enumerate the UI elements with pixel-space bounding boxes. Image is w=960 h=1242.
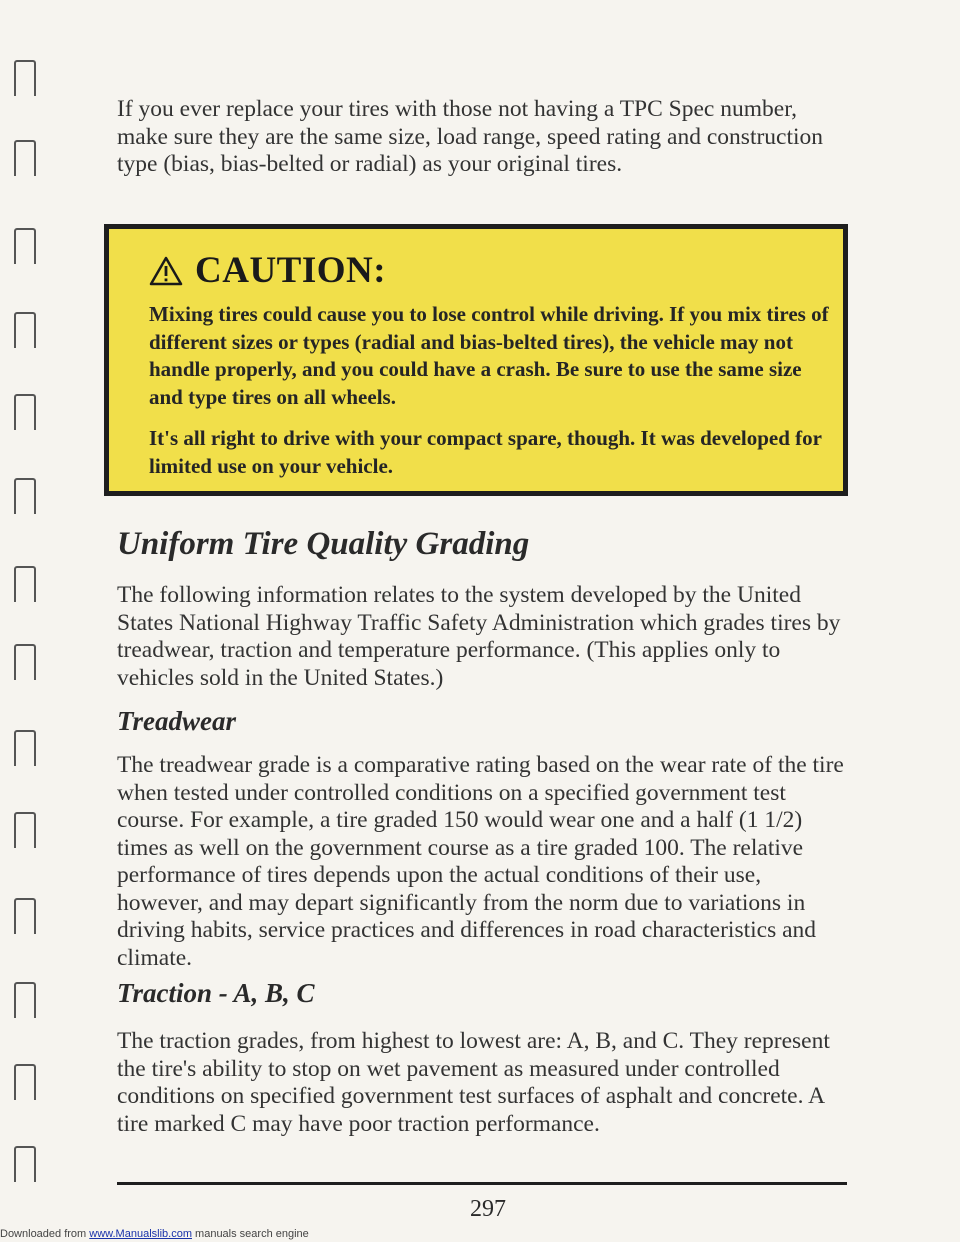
utqg-paragraph: The following information relates to the system developed by the United States National Highway Traffic Safety Administration which grades tires by treadwear, traction and temperature performance. (This applies only to vehicles sold in the United States.): [117, 582, 841, 691]
caution-text: Mixing tires could cause you to lose control while driving. If you mix tires of different sizes or types (radial and bias-belted tires), the vehicle may not handle properly, and you could have a crash. Be sure to use the same size and type tires on all wheels.: [149, 302, 829, 409]
warning-triangle-icon: [149, 256, 183, 286]
footer-suffix: manuals search engine: [191, 1228, 309, 1240]
binder-mark: [14, 1064, 36, 1100]
download-footer: [0, 1228, 309, 1240]
caution-note: It's all right to drive with your compact spare, though. It was developed for limited use on your vehicle.: [149, 426, 822, 478]
binder-mark: [14, 812, 36, 848]
binder-mark: [14, 566, 36, 602]
caution-header: [149, 249, 386, 292]
subheading-traction: Traction - A, B, C: [117, 978, 315, 1008]
subheading-treadwear: Treadwear: [117, 706, 236, 736]
binder-mark: [14, 60, 36, 96]
binder-mark: [14, 312, 36, 348]
tpc-paragraph: If you ever replace your tires with those not having a TPC Spec number, make sure they are the same size, load range, speed rating and construction type (bias, bias-belted or radial) as your original tires.: [117, 96, 824, 177]
binder-mark: [14, 730, 36, 766]
binder-mark: [14, 898, 36, 934]
caution-box: [104, 224, 848, 496]
binder-mark: [14, 478, 36, 514]
binder-mark: [14, 394, 36, 430]
footer-rule: [117, 1182, 847, 1185]
treadwear-paragraph: The treadwear grade is a comparative rating based on the wear rate of the tire when tested under controlled conditions on a specified government test course. For example, a tire graded 150 would wear one and a half (1 1/2) times as well on the government course as a tire graded 100. The relative performance of tires depends upon the actual conditions of their use, however, and may depart significantly from the norm due to variations in driving habits, service practices and differences in road characteristics and climate.: [117, 752, 844, 971]
section-heading-utqg: Uniform Tire Quality Grading: [117, 526, 530, 562]
binder-mark: [14, 1146, 36, 1182]
caution-title: CAUTION:: [195, 250, 387, 291]
binder-mark: [14, 982, 36, 1018]
footer-prefix: Downloaded from: [0, 1228, 90, 1240]
binder-mark: [14, 644, 36, 680]
manualslib-link[interactable]: www.Manualslib.com: [89, 1228, 192, 1240]
binder-mark: [14, 140, 36, 176]
traction-paragraph: The traction grades, from highest to lowest are: A, B, and C. They represent the tire's ability to stop on wet pavement as measured under controlled conditions on specified government test surfaces of asphalt and concrete. A tire marked C may have poor traction performance.: [117, 1028, 830, 1137]
binder-mark: [14, 228, 36, 264]
page-number: 297: [470, 1196, 506, 1222]
